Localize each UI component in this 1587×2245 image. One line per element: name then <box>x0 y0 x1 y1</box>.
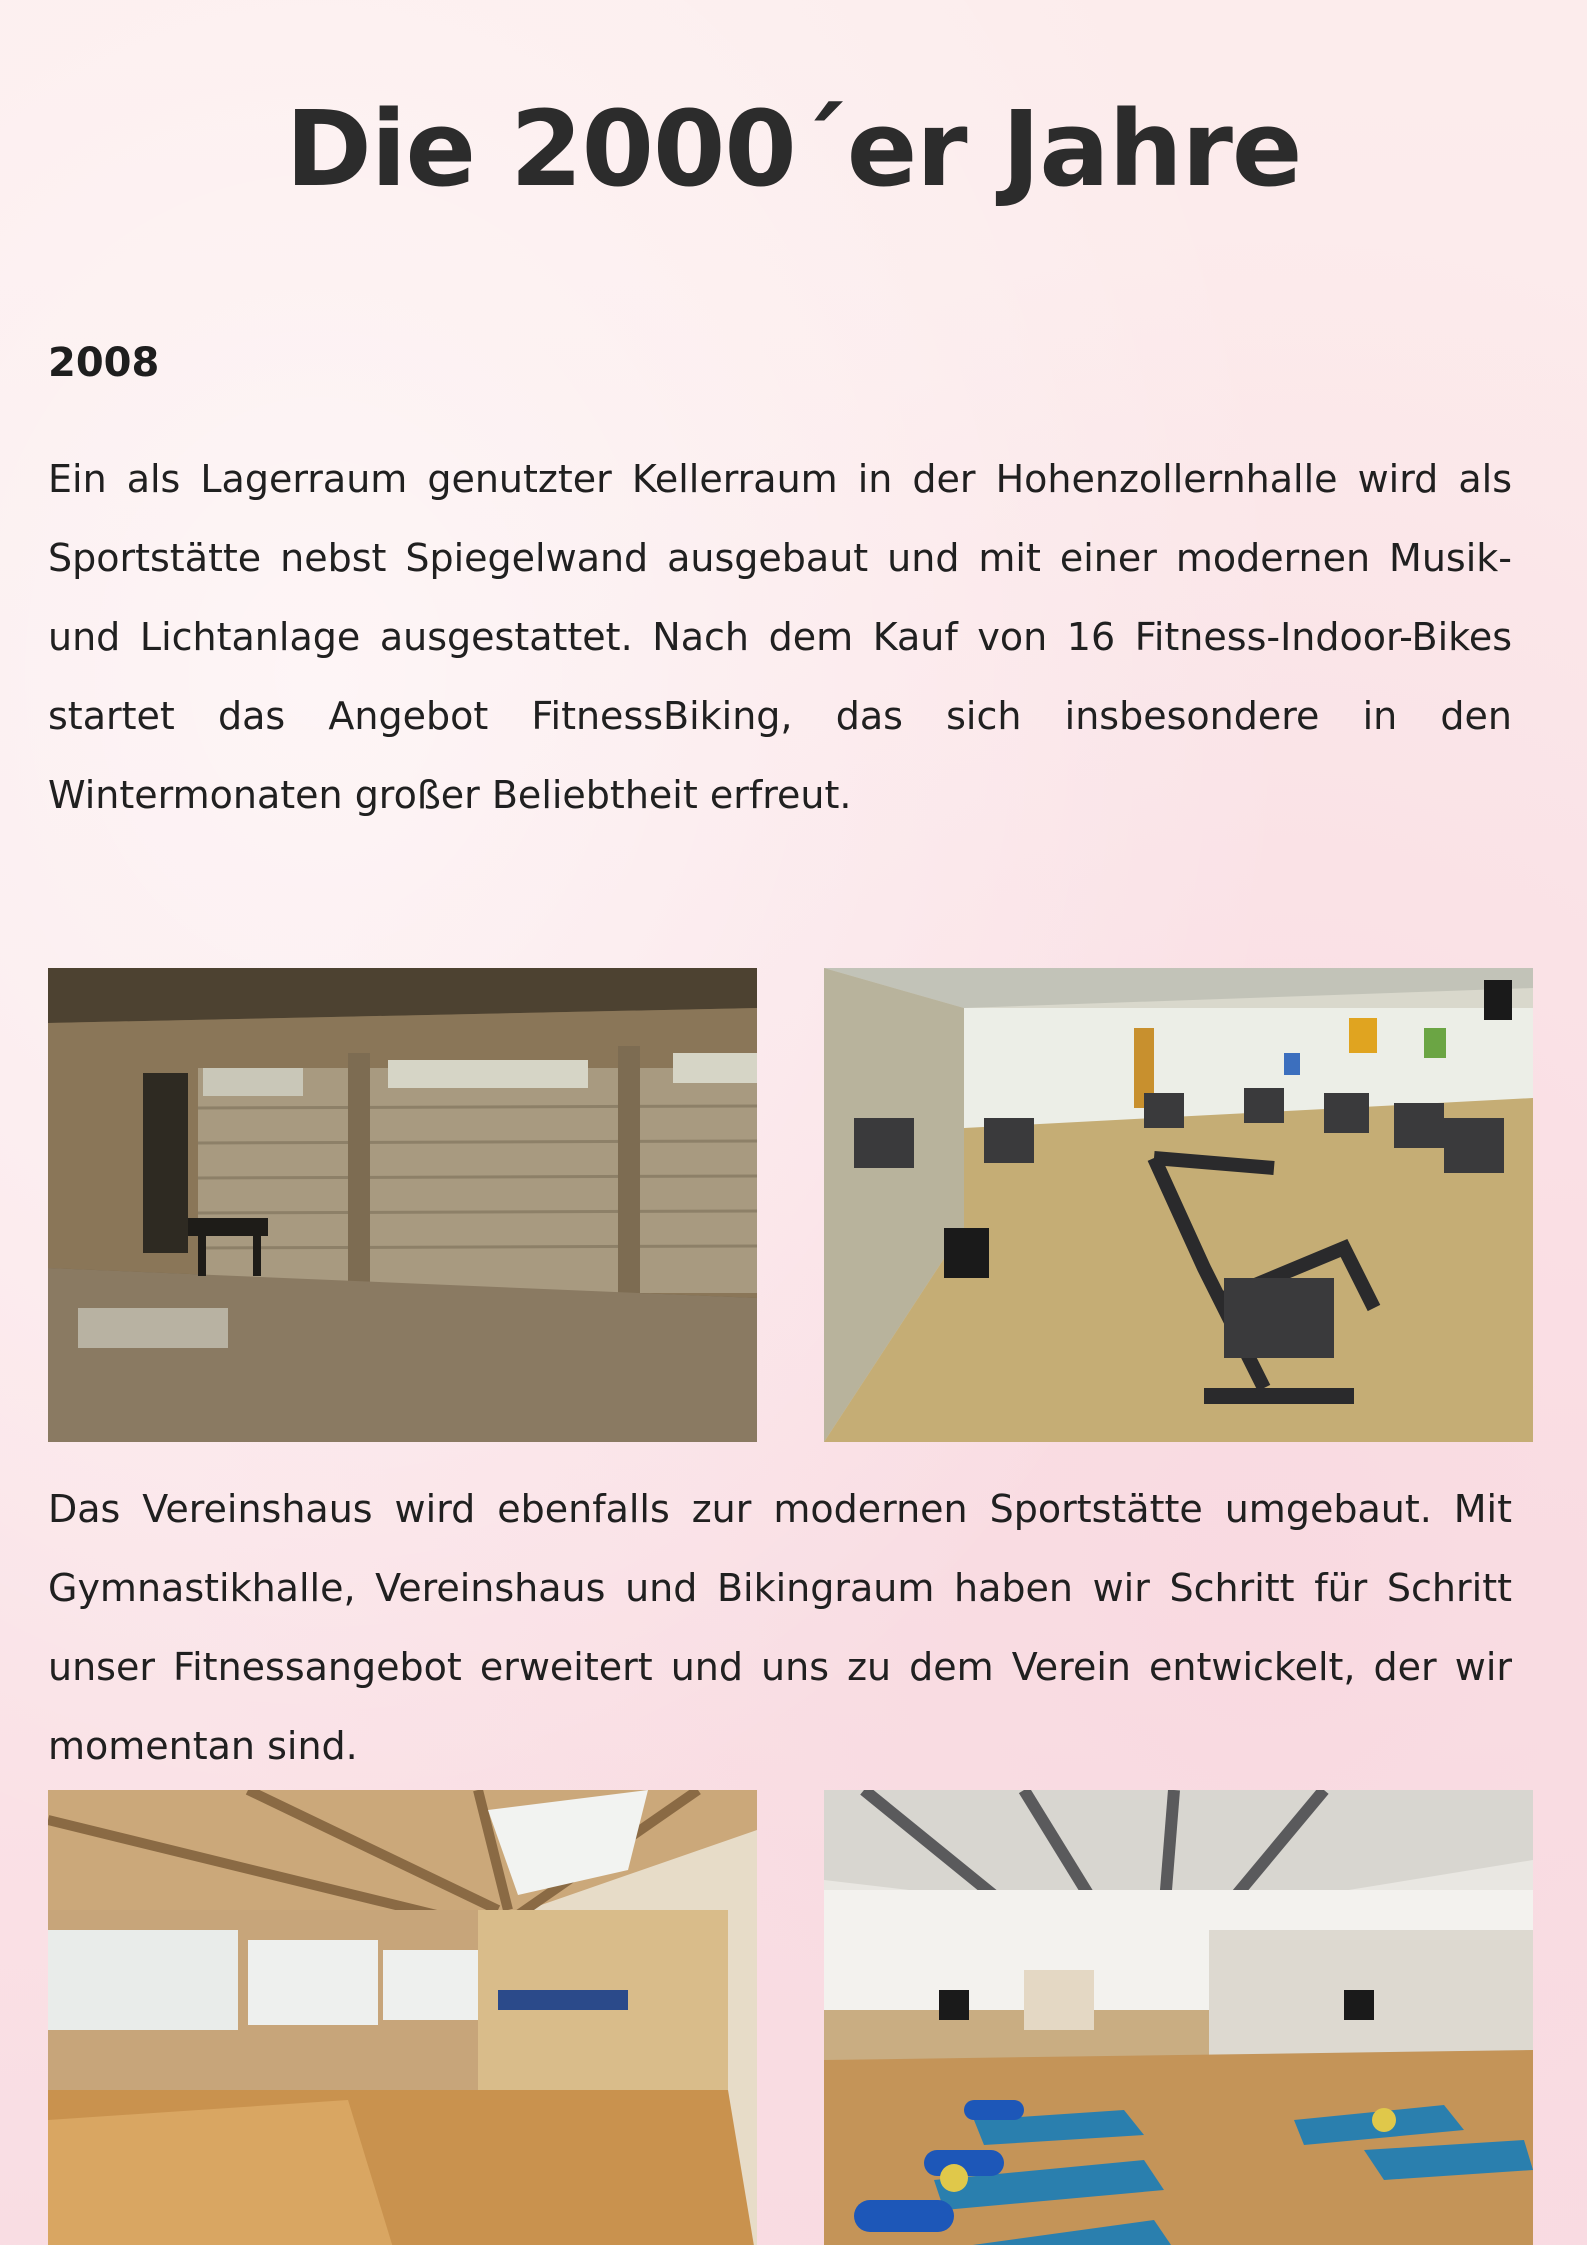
photo-kellerraum-before <box>48 968 757 1442</box>
year-heading: 2008 <box>48 340 160 386</box>
paragraph-kellerraum: Ein als Lagerraum genutzter Kellerraum in der Hohenzollernhalle wird als Sportstätte nebst Spiegelwand ausgebaut und mit einer modernen Musik- und Lichtanlage ausgestattet. Nach dem Kauf von 16 Fitness-Indoor-Bikes startet das Angebot FitnessBiking, das sich insbesondere in den Wintermonaten großer Beliebtheit erfreut. <box>48 457 1512 817</box>
photo-bikingraum <box>824 968 1533 1442</box>
paragraph-vereinshaus: Das Vereinshaus wird ebenfalls zur modernen Sportstätte umgebaut. Mit Gymnastikhalle, Vereinshaus und Bikingraum haben wir Schritt für Schritt unser Fitnessangebot erweitert und uns zu dem Verein entwickelt, der wir momentan sind. <box>48 1487 1512 1768</box>
photo-gymnastikhalle <box>48 1790 757 2245</box>
photo-vereinshaus-fitnessraum <box>824 1790 1533 2245</box>
page-title: Die 2000´er Jahre <box>285 88 1302 210</box>
